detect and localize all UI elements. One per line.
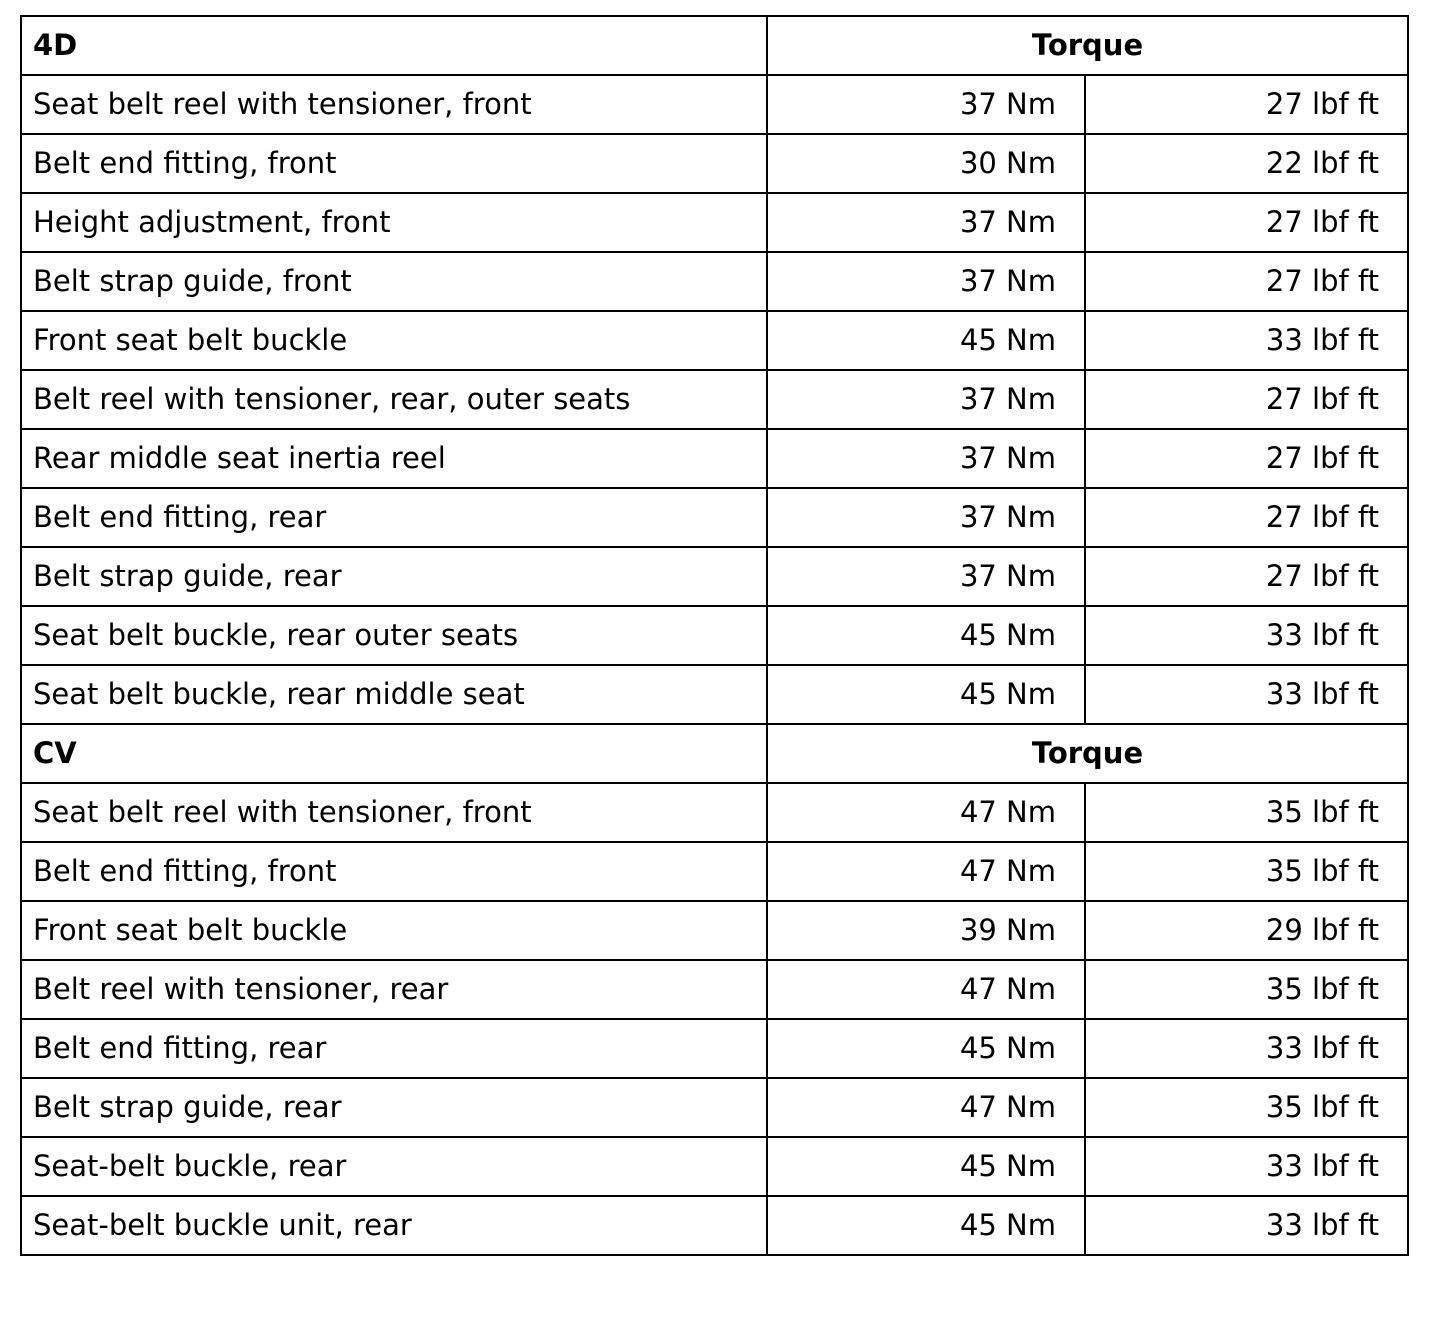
component-name-cell: Seat belt reel with tensioner, front <box>21 783 767 842</box>
component-name-cell: Belt strap guide, rear <box>21 547 767 606</box>
table-row <box>21 1019 1408 1078</box>
torque-lbf-cell: 33 lbf ft <box>1085 1196 1408 1255</box>
component-name-cell: Belt reel with tensioner, rear <box>21 960 767 1019</box>
torque-lbf-cell: 35 lbf ft <box>1085 842 1408 901</box>
component-name-cell: Seat-belt buckle unit, rear <box>21 1196 767 1255</box>
torque-nm-cell: 47 Nm <box>767 783 1085 842</box>
table-row <box>21 193 1408 252</box>
torque-lbf-cell: 27 lbf ft <box>1085 193 1408 252</box>
component-name-cell: Belt strap guide, front <box>21 252 767 311</box>
table-row <box>21 842 1408 901</box>
torque-lbf-cell: 35 lbf ft <box>1085 960 1408 1019</box>
component-name-cell: Belt strap guide, rear <box>21 1078 767 1137</box>
torque-lbf-cell: 35 lbf ft <box>1085 783 1408 842</box>
component-name-cell: Belt end fitting, rear <box>21 1019 767 1078</box>
table-row <box>21 665 1408 724</box>
torque-nm-cell: 45 Nm <box>767 1019 1085 1078</box>
table-row <box>21 134 1408 193</box>
torque-lbf-cell: 33 lbf ft <box>1085 665 1408 724</box>
table-row <box>21 606 1408 665</box>
torque-lbf-cell: 35 lbf ft <box>1085 1078 1408 1137</box>
component-name-cell: Height adjustment, front <box>21 193 767 252</box>
torque-nm-cell: 37 Nm <box>767 193 1085 252</box>
torque-nm-cell: 30 Nm <box>767 134 1085 193</box>
torque-nm-cell: 47 Nm <box>767 842 1085 901</box>
torque-nm-cell: 39 Nm <box>767 901 1085 960</box>
torque-column-header: Torque <box>767 724 1408 783</box>
torque-nm-cell: 37 Nm <box>767 547 1085 606</box>
table-row <box>21 1078 1408 1137</box>
section-header-row <box>21 724 1408 783</box>
torque-nm-cell: 45 Nm <box>767 311 1085 370</box>
torque-lbf-cell: 27 lbf ft <box>1085 429 1408 488</box>
torque-nm-cell: 45 Nm <box>767 1196 1085 1255</box>
table-row <box>21 370 1408 429</box>
section-header-row <box>21 16 1408 75</box>
torque-nm-cell: 37 Nm <box>767 370 1085 429</box>
component-name-cell: Belt reel with tensioner, rear, outer seats <box>21 370 767 429</box>
table-row <box>21 311 1408 370</box>
torque-lbf-cell: 27 lbf ft <box>1085 547 1408 606</box>
component-name-cell: Seat belt buckle, rear middle seat <box>21 665 767 724</box>
torque-lbf-cell: 33 lbf ft <box>1085 1019 1408 1078</box>
component-name-cell: Seat-belt buckle, rear <box>21 1137 767 1196</box>
component-name-cell: Seat belt reel with tensioner, front <box>21 75 767 134</box>
table-row <box>21 960 1408 1019</box>
torque-table-body <box>21 16 1408 1255</box>
torque-column-header: Torque <box>767 16 1408 75</box>
torque-lbf-cell: 27 lbf ft <box>1085 488 1408 547</box>
torque-nm-cell: 37 Nm <box>767 429 1085 488</box>
torque-nm-cell: 37 Nm <box>767 75 1085 134</box>
torque-lbf-cell: 27 lbf ft <box>1085 75 1408 134</box>
torque-lbf-cell: 29 lbf ft <box>1085 901 1408 960</box>
component-name-cell: Belt end fitting, front <box>21 842 767 901</box>
component-name-cell: Rear middle seat inertia reel <box>21 429 767 488</box>
table-row <box>21 1196 1408 1255</box>
component-name-cell: Belt end fitting, rear <box>21 488 767 547</box>
table-row <box>21 75 1408 134</box>
torque-lbf-cell: 33 lbf ft <box>1085 1137 1408 1196</box>
table-row <box>21 783 1408 842</box>
table-row <box>21 429 1408 488</box>
torque-nm-cell: 45 Nm <box>767 606 1085 665</box>
section-title: 4D <box>21 16 767 75</box>
torque-nm-cell: 45 Nm <box>767 1137 1085 1196</box>
torque-nm-cell: 47 Nm <box>767 960 1085 1019</box>
table-row <box>21 1137 1408 1196</box>
component-name-cell: Front seat belt buckle <box>21 901 767 960</box>
torque-lbf-cell: 33 lbf ft <box>1085 606 1408 665</box>
table-row <box>21 488 1408 547</box>
table-row <box>21 547 1408 606</box>
component-name-cell: Front seat belt buckle <box>21 311 767 370</box>
torque-lbf-cell: 22 lbf ft <box>1085 134 1408 193</box>
table-row <box>21 252 1408 311</box>
torque-lbf-cell: 27 lbf ft <box>1085 370 1408 429</box>
torque-nm-cell: 45 Nm <box>767 665 1085 724</box>
torque-lbf-cell: 33 lbf ft <box>1085 311 1408 370</box>
table-row <box>21 901 1408 960</box>
section-title: CV <box>21 724 767 783</box>
torque-lbf-cell: 27 lbf ft <box>1085 252 1408 311</box>
torque-nm-cell: 37 Nm <box>767 488 1085 547</box>
component-name-cell: Belt end fitting, front <box>21 134 767 193</box>
component-name-cell: Seat belt buckle, rear outer seats <box>21 606 767 665</box>
torque-nm-cell: 47 Nm <box>767 1078 1085 1137</box>
torque-table <box>20 15 1409 1256</box>
torque-nm-cell: 37 Nm <box>767 252 1085 311</box>
